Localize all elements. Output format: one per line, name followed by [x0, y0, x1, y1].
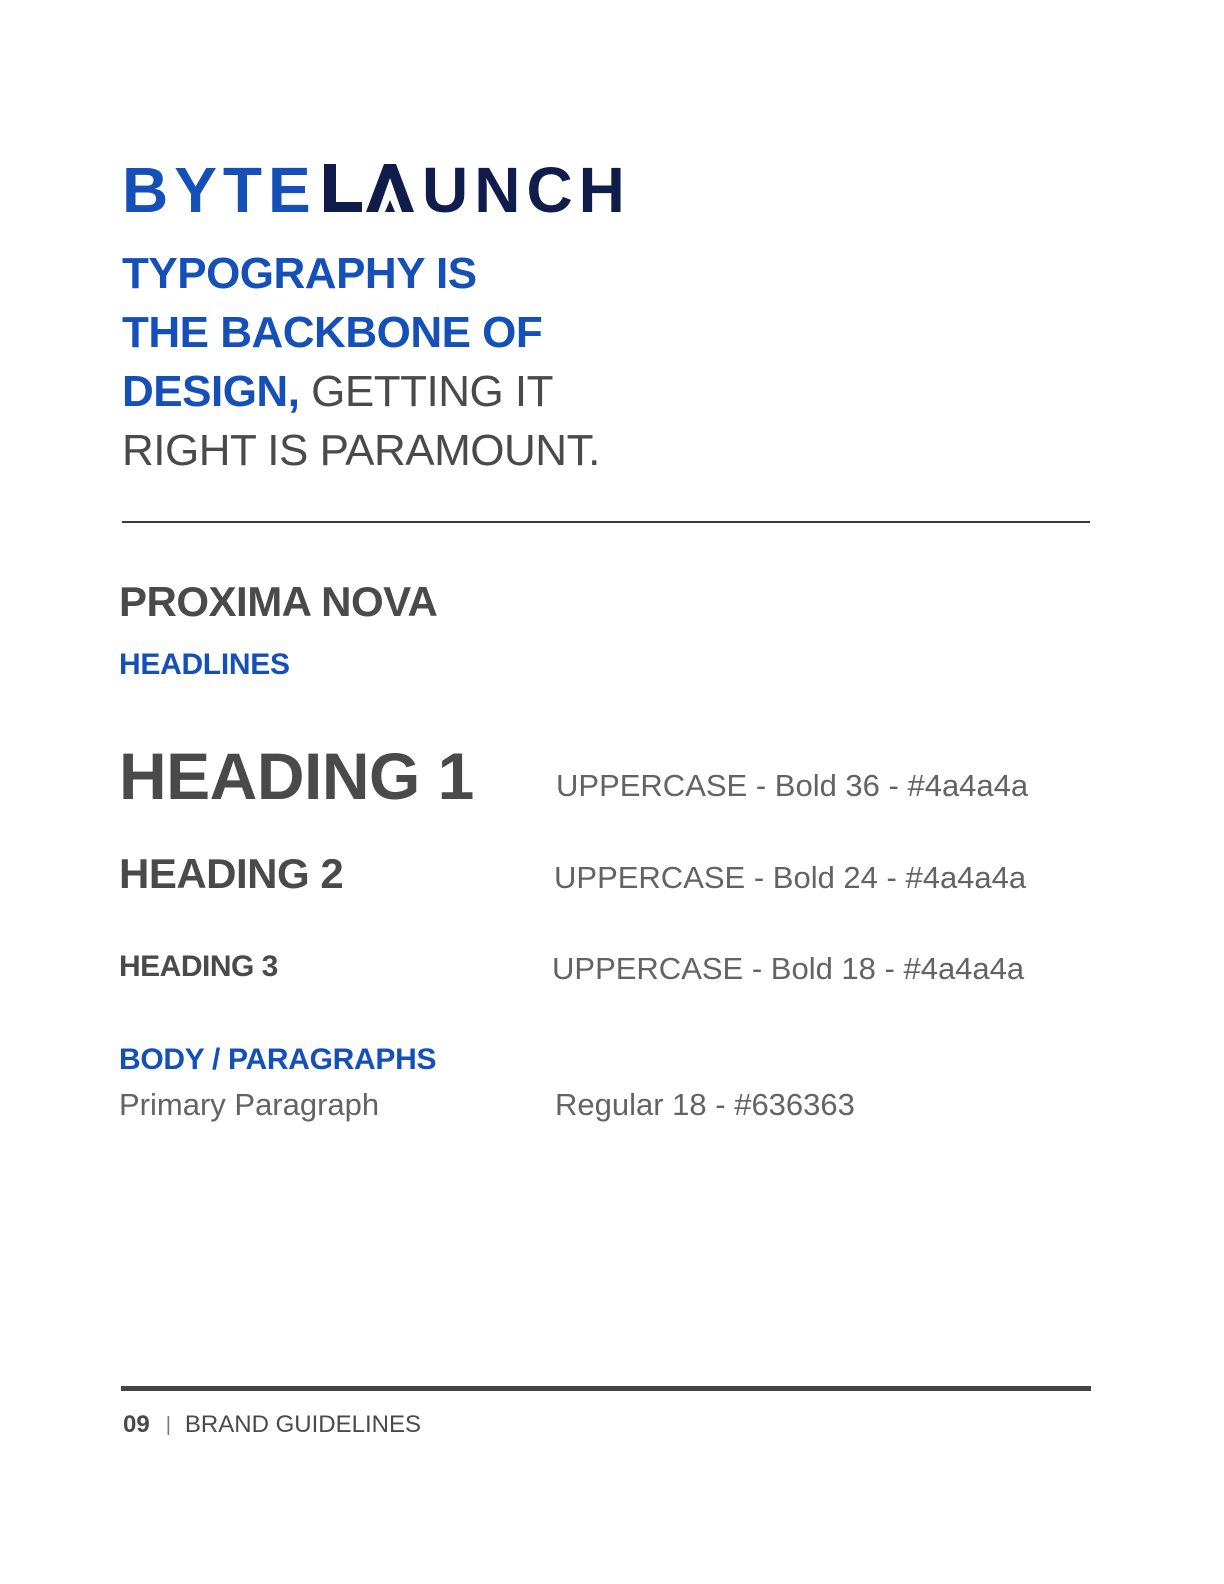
tagline-line-3-regular: GETTING IT	[299, 367, 554, 416]
headlines-label: HEADLINES	[119, 648, 290, 681]
page-footer	[123, 1411, 421, 1439]
footer-label: BRAND GUIDELINES	[184, 1411, 421, 1438]
logo-rocket-flame-icon	[385, 200, 395, 212]
tagline-line-3	[122, 362, 682, 421]
footer-separator: |	[165, 1413, 171, 1436]
heading-1-sample: HEADING 1	[119, 739, 474, 813]
logo-byte: BYTE	[122, 154, 317, 222]
logo-launch-group	[324, 154, 631, 222]
tagline	[122, 244, 682, 480]
heading-3-spec: UPPERCASE - Bold 18 - #4a4a4a	[552, 951, 1025, 986]
page-number: 09	[123, 1411, 150, 1438]
section-divider	[122, 521, 1090, 523]
primary-paragraph-spec: Regular 18 - #636363	[555, 1087, 855, 1122]
tagline-line-4: RIGHT IS PARAMOUNT.	[122, 426, 600, 475]
tagline-line-3-bold: DESIGN,	[122, 367, 300, 416]
logo-unch: UNCH	[422, 154, 631, 222]
footer-divider	[121, 1386, 1091, 1391]
tagline-line-1: TYPOGRAPHY IS	[122, 249, 477, 298]
brand-logo	[122, 150, 662, 222]
heading-1-spec: UPPERCASE - Bold 36 - #4a4a4a	[556, 768, 1029, 803]
heading-3-sample: HEADING 3	[119, 950, 278, 983]
heading-2-sample: HEADING 2	[119, 850, 344, 897]
primary-paragraph-sample: Primary Paragraph	[119, 1087, 380, 1122]
heading-2-spec: UPPERCASE - Bold 24 - #4a4a4a	[554, 860, 1027, 895]
tagline-line-2: THE BACKBONE OF	[122, 308, 543, 357]
logo-letter-l	[324, 164, 362, 212]
bytelaunch-logo-wordmark	[122, 150, 662, 222]
body-paragraphs-label: BODY / PARAGRAPHS	[119, 1043, 437, 1076]
typeface-name: PROXIMA NOVA	[119, 578, 438, 625]
